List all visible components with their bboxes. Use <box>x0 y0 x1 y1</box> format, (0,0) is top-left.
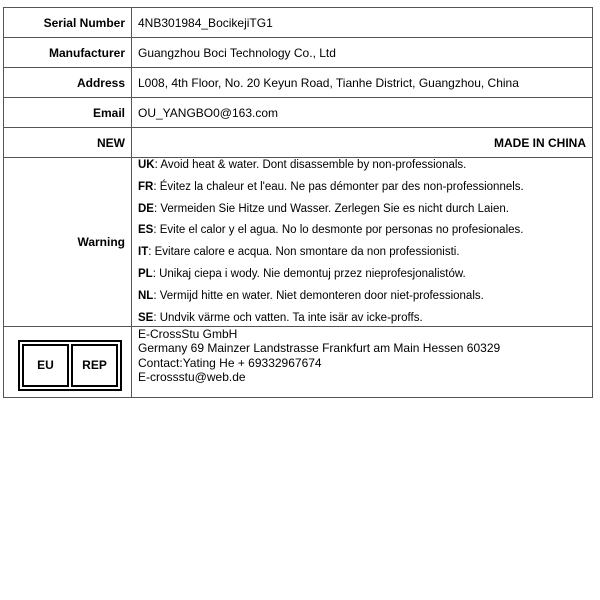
ec-rep-eu-box: EU <box>22 344 69 387</box>
serial-value: 4NB301984_BocikejiTG1 <box>132 8 593 38</box>
warning-line-text: : Vermijd hitte en water. Niet demonteren door niet-professionals. <box>153 289 484 302</box>
ec-rep-rep-box: REP <box>71 344 118 387</box>
warning-line-pl <box>138 267 586 282</box>
warning-line-text: : Evitare calore e acqua. Non smontare da non professionisti. <box>148 246 460 259</box>
warning-lang-code: FR <box>138 180 154 193</box>
warning-lang-code: PL <box>138 267 153 280</box>
ec-rep-contact: Contact:Yating He + 69332967674 <box>138 355 322 370</box>
warning-line-nl <box>138 289 586 304</box>
warning-lang-code: IT <box>138 246 149 259</box>
ec-rep-symbol <box>18 340 122 391</box>
email-label: Email <box>4 98 132 128</box>
warning-line-es <box>138 223 586 238</box>
address-value: L008, 4th Floor, No. 20 Keyun Road, Tianhe District, Guangzhou, China <box>132 68 593 98</box>
serial-row <box>4 8 593 38</box>
manufacturer-value: Guangzhou Boci Technology Co., Ltd <box>132 38 593 68</box>
serial-label: Serial Number <box>4 8 132 38</box>
made-in-label: MADE IN CHINA <box>132 128 593 158</box>
ec-rep-email: E-crossstu@web.de <box>138 370 246 385</box>
warning-lang-code: UK <box>138 159 155 171</box>
manufacturer-row <box>4 38 593 68</box>
warning-line-text: : Vermeiden Sie Hitze und Wasser. Zerlegen Sie es nicht durch Laien. <box>153 202 509 215</box>
ec-rep-street: Germany 69 Mainzer Landstrasse Frankfurt am Main Hessen 60329 <box>138 341 501 356</box>
product-label-table <box>3 7 593 398</box>
warning-line-text: : Undvik värme och vatten. Ta inte isär av icke-proffs. <box>153 311 423 324</box>
address-label: Address <box>4 68 132 98</box>
ec-rep-row <box>4 326 593 397</box>
warning-row <box>4 158 593 327</box>
warning-text-block <box>132 158 593 327</box>
ec-rep-symbol-cell <box>4 326 132 397</box>
warning-line-se <box>138 311 586 326</box>
warning-lang-code: NL <box>138 289 154 302</box>
ec-rep-company: E-CrossStu GmbH <box>138 326 238 341</box>
warning-line-text: : Évitez la chaleur et l'eau. Ne pas démonter par des non-professionnels. <box>153 180 524 193</box>
address-row <box>4 68 593 98</box>
warning-line-text: : Avoid heat & water. Dont disassemble by non-professionals. <box>154 159 467 171</box>
warning-lang-code: SE <box>138 311 154 324</box>
warning-line-text: : Unikaj ciepa i wody. Nie demontuj przez nieprofesjonalistów. <box>152 267 466 280</box>
warning-line-uk <box>138 158 586 173</box>
warning-line-text: : Evite el calor y el agua. No lo desmonte por personas no profesionales. <box>153 224 524 237</box>
origin-row <box>4 128 593 158</box>
warning-label: Warning <box>4 158 132 327</box>
ec-rep-address <box>132 326 593 397</box>
email-row <box>4 98 593 128</box>
warning-line-fr <box>138 180 586 195</box>
email-value: OU_YANGBO0@163.com <box>132 98 593 128</box>
new-label: NEW <box>4 128 132 158</box>
warning-lang-code: ES <box>138 224 154 237</box>
warning-line-de <box>138 202 586 217</box>
manufacturer-label: Manufacturer <box>4 38 132 68</box>
warning-line-it <box>138 245 586 260</box>
warning-lang-code: DE <box>138 202 154 215</box>
